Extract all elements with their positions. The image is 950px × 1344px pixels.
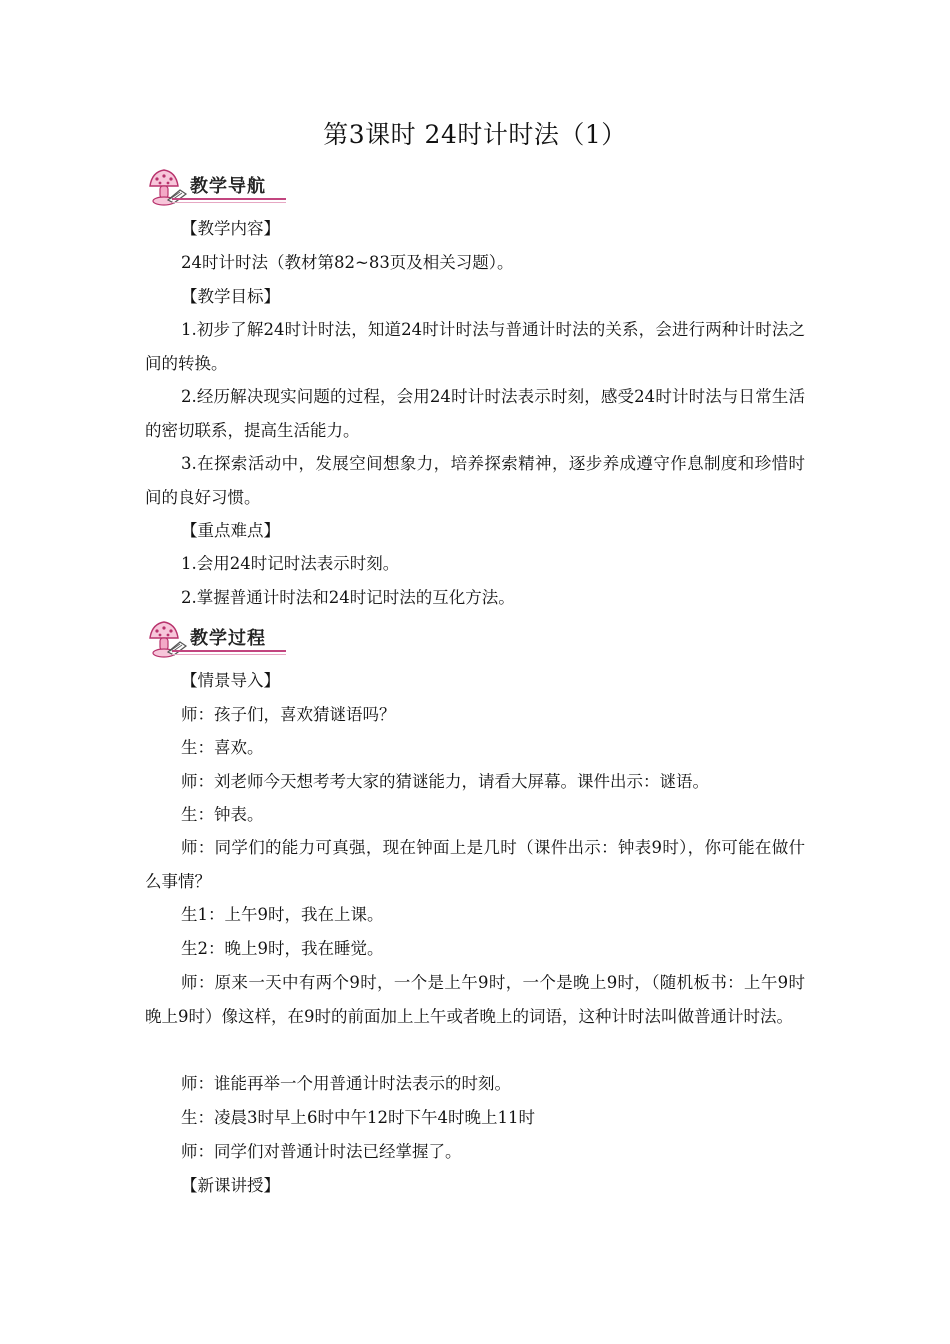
section-heading: 【重点难点】 (181, 521, 280, 540)
banner-underline (172, 650, 286, 652)
paragraph: 生2：晚上9时，我在睡觉。 (181, 939, 384, 958)
banner-underline (172, 198, 286, 200)
paragraph: 1.初步了解24时计时法，知道24时计时法与普通计时法的关系，会进行两种计时法之间的转换。 (145, 320, 805, 373)
paragraph: 生：喜欢。 (181, 738, 264, 757)
banner-underline (172, 654, 286, 655)
banner-title: 教学导航 (190, 176, 266, 197)
page-title: 第3课时 24时计时法（1） (323, 120, 627, 149)
paragraph: 师：刘老师今天想考考大家的猜谜能力，请看大屏幕。课件出示：谜语。 (181, 772, 709, 791)
paragraph: 生1：上午9时，我在上课。 (181, 905, 384, 924)
paragraph: 生：凌晨3时早上6时中午12时下午4时晚上11时 (181, 1108, 535, 1127)
section-heading: 【情景导入】 (181, 671, 280, 690)
section-heading: 【新课讲授】 (181, 1176, 280, 1195)
paragraph: 师：同学们对普通计时法已经掌握了。 (181, 1142, 462, 1161)
banner-title: 教学过程 (190, 628, 266, 649)
paragraph: 3.在探索活动中，发展空间想象力，培养探索精神，逐步养成遵守作息制度和珍惜时间的良好习惯。 (145, 454, 805, 507)
banner-underline (172, 202, 286, 203)
paragraph: 师：孩子们，喜欢猜谜语吗？ (181, 705, 396, 724)
paragraph: 师：同学们的能力可真强，现在钟面上是几时（课件出示：钟表9时），你可能在做什么事情？ (145, 838, 805, 891)
paragraph: 师：谁能再举一个用普通计时法表示的时刻。 (181, 1074, 511, 1093)
section-heading: 【教学内容】 (181, 219, 280, 238)
paragraph: 师：原来一天中有两个9时，一个是上午9时，一个是晚上9时，（随机板书：上午9时晚上9时）像这样，在9时的前面加上上午或者晚上的词语，这种计时法叫做普通计时法。 (145, 973, 805, 1026)
section-banner-process (142, 618, 292, 662)
paragraph: 2.掌握普通计时法和24时记时法的互化方法。 (181, 588, 515, 607)
paragraph: 1.会用24时记时法表示时刻。 (181, 554, 400, 573)
paragraph: 2.经历解决现实问题的过程，会用24时计时法表示时刻，感受24时计时法与日常生活的密切联系，提高生活能力。 (145, 387, 805, 440)
paragraph: 生：钟表。 (181, 805, 264, 824)
paragraph: 24时计时法（教材第82~83页及相关习题）。 (181, 253, 514, 272)
section-heading: 【教学目标】 (181, 287, 280, 306)
section-banner-nav (142, 166, 292, 210)
